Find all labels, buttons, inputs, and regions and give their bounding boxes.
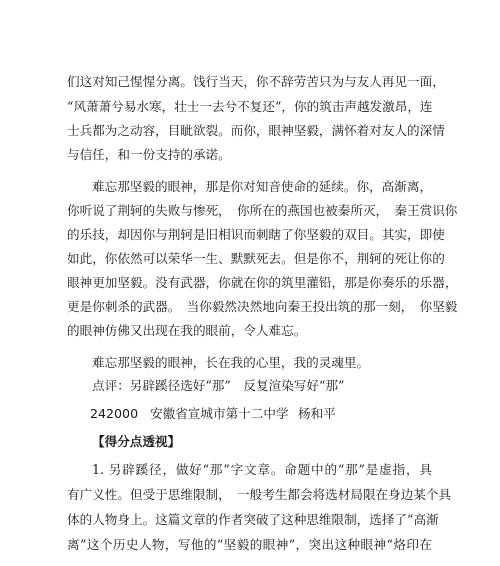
text-line: 的眼神仿佛又出现在我的眼前，令人难忘。 — [67, 323, 307, 338]
author-name: 杨和平 — [298, 406, 336, 421]
text-line: 离”这个历史人物，写他的“坚毅的眼神”，突出这种眼神“烙印在 — [67, 537, 432, 552]
section-heading: 【得分点透视】 — [92, 434, 181, 449]
text-line: 难忘那坚毅的眼神，长在我的心里，我的灵魂里。 — [92, 355, 370, 370]
text-line: 你听说了荆轲的失败与惨死， 你所在的燕国也被秦所灭， 秦王赏识你 — [67, 203, 458, 218]
text-line: 有广义性。但受于思维限制， 一般考生都会将选材局限在身边某个具 — [67, 487, 452, 502]
text-line: 眼神更加坚毅。没有武器，你就在你的筑里灌铅，那是你奏乐的乐器， — [67, 275, 458, 290]
text-line: 士兵都为之动容，目眦欲裂。而你，眼神坚毅，满怀着对友人的深情 — [67, 123, 445, 138]
text-line: 1. 另辟蹊径，做好“那”字文章。命题中的“那”是虚指，具 — [92, 462, 432, 477]
commentary-title: 点评：另辟蹊径选好“那” 反复渲染写好“那” — [92, 378, 345, 393]
text-line: 们这对知己惺惺分离。饯行当天，你不辞劳苦只为与友人再见一面， — [67, 74, 445, 89]
text-line: “风萧萧兮易水寒，壮士一去兮不复还”，你的筑击声越发激昂，连 — [67, 99, 433, 114]
text-line: 更是你刺杀的武器。 当你毅然决然地向秦王投出筑的那一刻， 你坚毅 — [67, 299, 458, 314]
author-school: 安徽省宣城市第十二中学 — [150, 406, 289, 421]
text-line: 难忘那坚毅的眼神，那是你对知音使命的延续。你，高渐离， — [92, 179, 433, 194]
postal-code: 242000 — [90, 406, 139, 421]
text-line: 如此，你依然可以荣华一生、默默死去。但是你不，荆轲的死让你的 — [67, 251, 445, 266]
text-line: 与信任，和一份支持的承诺。 — [67, 147, 231, 162]
text-line: 体的人物身上。这篇文章的作者突破了这种思维限制，选择了“高渐 — [67, 512, 439, 527]
text-line: 的乐技，却因你与荆轲是旧相识而刺瞎了你坚毅的双目。其实，即使 — [67, 227, 445, 242]
